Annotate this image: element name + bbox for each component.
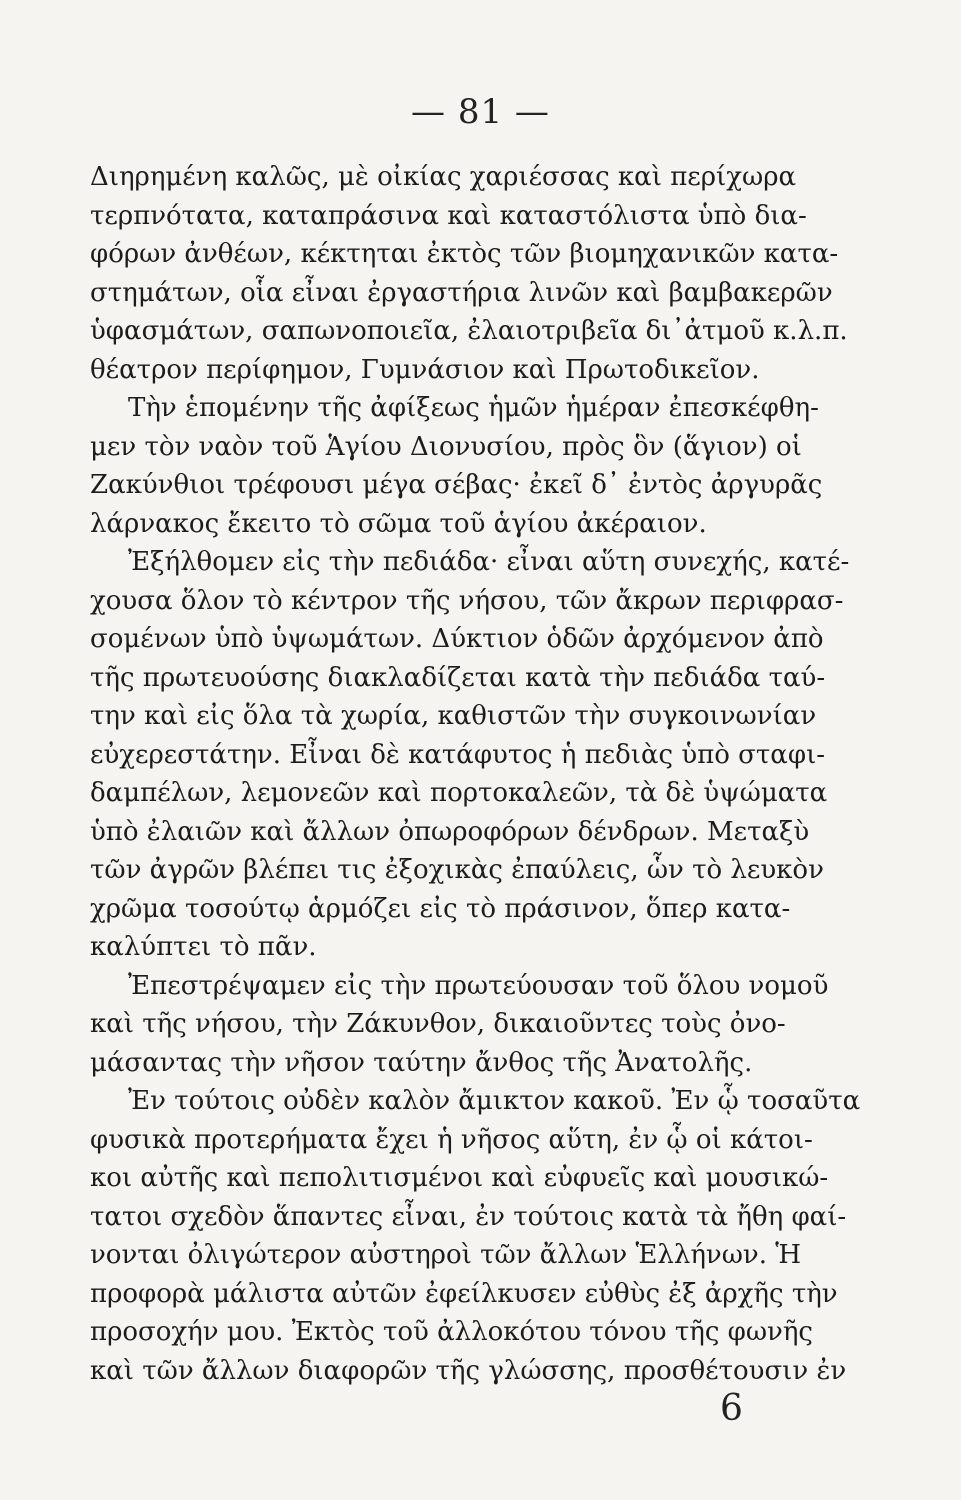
text-line: τῆς πρωτευούσης διακλαδίζεται κατὰ τὴν πεδιάδα ταύ- bbox=[90, 662, 826, 693]
text-line: εὐχερεστάτην. Εἶναι δὲ κατάφυτος ἡ πεδιὰς ὑπὸ σταφι- bbox=[90, 739, 826, 770]
text-line: σομένων ὑπὸ ὑψωμάτων. Δύκτιον ὁδῶν ἀρχόμενον ἀπὸ bbox=[90, 624, 824, 654]
text-line: ὑπὸ ἐλαιῶν καὶ ἄλλων ὀπωροφόρων δένδρων. Μεταξὺ bbox=[90, 816, 810, 847]
signature-mark: 6 bbox=[720, 1388, 743, 1429]
text-line: νονται ὀλιγώτερον αὐστηροὶ τῶν ἄλλων Ἑλλήνων. Ἡ bbox=[90, 1240, 802, 1270]
text-line: στημάτων, οἷα εἶναι ἐργαστήρια λινῶν καὶ βαμβακερῶν bbox=[90, 277, 833, 308]
text-line: την καὶ εἰς ὅλα τὰ χωρία, καθιστῶν τὴν συγκοινωνίαν bbox=[90, 701, 817, 731]
text-line: Ζακύνθιοι τρέφουσι μέγα σέβας· ἐκεῖ δ᾽ ἐντὸς ἀργυρᾶς bbox=[90, 470, 823, 500]
text-line: καὶ τῆς νήσου, τὴν Ζάκυνθον, δικαιοῦντες τοὺς ὀνο- bbox=[90, 1009, 786, 1039]
text-line: χουσα ὅλον τὸ κέντρον τῆς νήσου, τῶν ἄκρων περιφρασ- bbox=[90, 585, 844, 616]
text-line: μάσαντας τὴν νῆσον ταύτην ἄνθος τῆς Ἀνατολῆς. bbox=[90, 1047, 753, 1078]
text-line: λάρνακος ἔκειτο τὸ σῶμα τοῦ ἁγίου ἀκέραιον. bbox=[90, 508, 707, 539]
text-line: καλύπτει τὸ πᾶν. bbox=[90, 932, 317, 962]
page-number: — 81 — bbox=[411, 92, 550, 132]
text-line: Ἐν τούτοις οὐδὲν καλὸν ἄμικτον κακοῦ. Ἐν ᾧ τοσαῦτα bbox=[128, 1086, 861, 1116]
text-line: ὑφασμάτων, σαπωνοποιεῖα, ἐλαιοτριβεῖα δι᾽ἀτμοῦ κ.λ.π. bbox=[90, 316, 848, 346]
text-line: Τὴν ἑπομένην τῆς ἀφίξεως ἡμῶν ἡμέραν ἐπεσκέφθη- bbox=[128, 393, 819, 423]
text-line: τατοι σχεδὸν ἅπαντες εἶναι, ἐν τούτοις κατὰ τὰ ἤθη φαί- bbox=[90, 1201, 847, 1232]
text-line: τερπνότατα, καταπράσινα καὶ καταστόλιστα ὑπὸ δια- bbox=[90, 200, 807, 231]
text-line: Ἐπεστρέψαμεν εἰς τὴν πρωτεύουσαν τοῦ ὅλου νομοῦ bbox=[128, 970, 829, 1001]
body-text bbox=[90, 158, 870, 1390]
text-line: Ἐξήλθομεν εἰς τὴν πεδιάδα· εἶναι αὕτη συνεχής, κατέ- bbox=[128, 547, 850, 577]
text-line: τῶν ἀγρῶν βλέπει τις ἐξοχικὰς ἐπαύλεις, ὧν τὸ λευκὸν bbox=[90, 855, 824, 885]
text-line: προσοχήν μου. Ἐκτὸς τοῦ ἀλλοκότου τόνου τῆς φωνῆς bbox=[90, 1317, 813, 1347]
text-line: κοι αὐτῆς καὶ πεπολιτισμένοι καὶ εὐφυεῖς καὶ μουσικώ- bbox=[90, 1163, 829, 1193]
text-line: φόρων ἀνθέων, κέκτηται ἐκτὸς τῶν βιομηχανικῶν κατα- bbox=[90, 239, 839, 269]
text-line: μεν τὸν ναὸν τοῦ Ἁγίου Διονυσίου, πρὸς ὃν (ἅγιον) οἱ bbox=[90, 431, 802, 462]
text-line: καὶ τῶν ἄλλων διαφορῶν τῆς γλώσσης, προσθέτουσιν ἐν bbox=[90, 1355, 847, 1386]
text-line: χρῶμα τοσούτῳ ἁρμόζει εἰς τὸ πράσινον, ὅπερ κατα- bbox=[90, 893, 791, 924]
text-line: προφορὰ μάλιστα αὐτῶν ἐφείλκυσεν εὐθὺς ἐξ ἀρχῆς τὴν bbox=[90, 1278, 838, 1309]
text-line: δαμπέλων, λεμονεῶν καὶ πορτοκαλεῶν, τὰ δὲ ὑψώματα bbox=[90, 778, 828, 808]
text-line: θέατρον περίφημον, Γυμνάσιον καὶ Πρωτοδικεῖον. bbox=[90, 354, 760, 385]
text-line: Διηρημένη καλῶς, μὲ οἰκίας χαριέσσας καὶ περίχωρα bbox=[90, 162, 797, 192]
text-line: φυσικὰ προτερήματα ἔχει ἡ νῆσος αὕτη, ἐν ᾧ οἱ κάτοι- bbox=[90, 1124, 813, 1155]
